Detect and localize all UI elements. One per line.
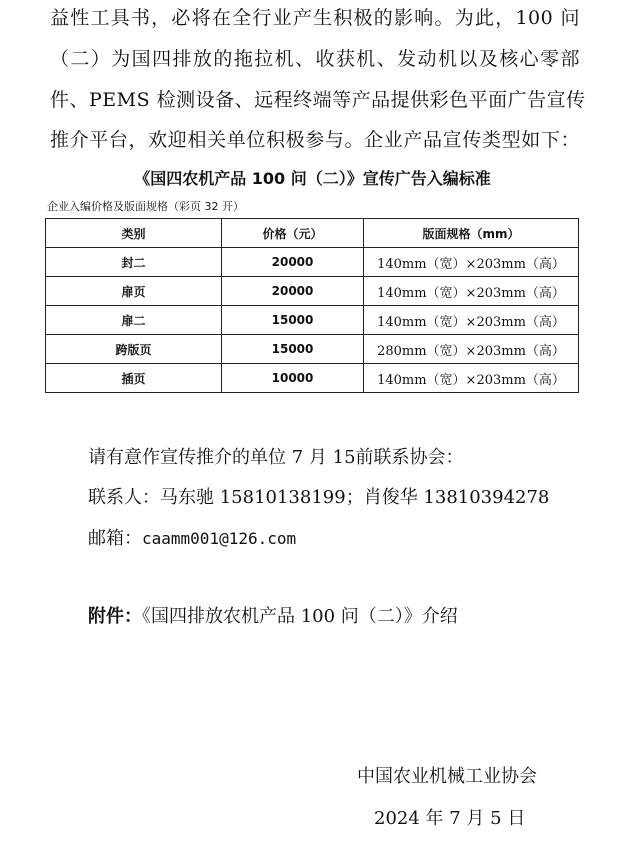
cell-price: 20000 (222, 248, 364, 277)
intro-line-4: 推介平台，欢迎相关单位积极参与。企业产品宣传类型如下： (50, 129, 580, 151)
header-price: 价格（元） (222, 219, 364, 248)
cell-type: 插页 (46, 364, 222, 393)
table-row (46, 335, 579, 364)
issuing-organization: 中国农业机械工业协会 (357, 766, 537, 787)
cell-size: 280mm（宽）×203mm（高） (364, 335, 579, 364)
intro-line-1: 益性工具书，必将在全行业产生积极的影响。为此，100 问 (50, 7, 580, 29)
cell-price: 20000 (222, 277, 364, 306)
cell-size: 140mm（宽）×203mm（高） (364, 306, 579, 335)
cell-price: 15000 (222, 335, 364, 364)
cell-size: 140mm（宽）×203mm（高） (364, 277, 579, 306)
table-row (46, 364, 579, 393)
cell-price: 10000 (222, 364, 364, 393)
contact-email-line (88, 527, 296, 551)
header-type: 类别 (46, 219, 222, 248)
intro-line-2: （二）为国四排放的拖拉机、收获机、发动机以及核心零部 (50, 48, 580, 70)
email-label: 邮箱： (88, 528, 142, 549)
cell-size: 140mm（宽）×203mm（高） (364, 248, 579, 277)
table-title: 《国四农机产品 100 问（二）》宣传广告入编标准 (134, 169, 491, 188)
table-row (46, 248, 579, 277)
email-link[interactable]: caamm001@126.com (142, 529, 297, 548)
attachment-text: 《国四排放农机产品 100 问（二）》介绍 (142, 606, 458, 627)
cell-price: 15000 (222, 306, 364, 335)
table-header-row (46, 219, 579, 248)
attachment-line (88, 605, 458, 629)
intro-line-3: 件、PEMS 检测设备、远程终端等产品提供彩色平面广告宣传 (50, 89, 586, 111)
cell-size: 140mm（宽）×203mm（高） (364, 364, 579, 393)
header-size: 版面规格（mm） (364, 219, 579, 248)
pricing-table (45, 218, 579, 393)
contact-intro: 请有意作宣传推介的单位 7 月 15前联系协会： (88, 447, 464, 468)
table-row (46, 306, 579, 335)
cell-type: 封二 (46, 248, 222, 277)
issue-date: 2024 年 7 月 5 日 (374, 808, 526, 829)
contact-person: 联系人：马东驰 15810138199；肖俊华 13810394278 (88, 487, 550, 508)
cell-type: 跨版页 (46, 335, 222, 364)
cell-type: 扉二 (46, 306, 222, 335)
table-row (46, 277, 579, 306)
attachment-label: 附件： (88, 606, 142, 627)
cell-type: 扉页 (46, 277, 222, 306)
table-caption: 企业入编价格及版面规格（彩页 32 开） (47, 200, 244, 213)
